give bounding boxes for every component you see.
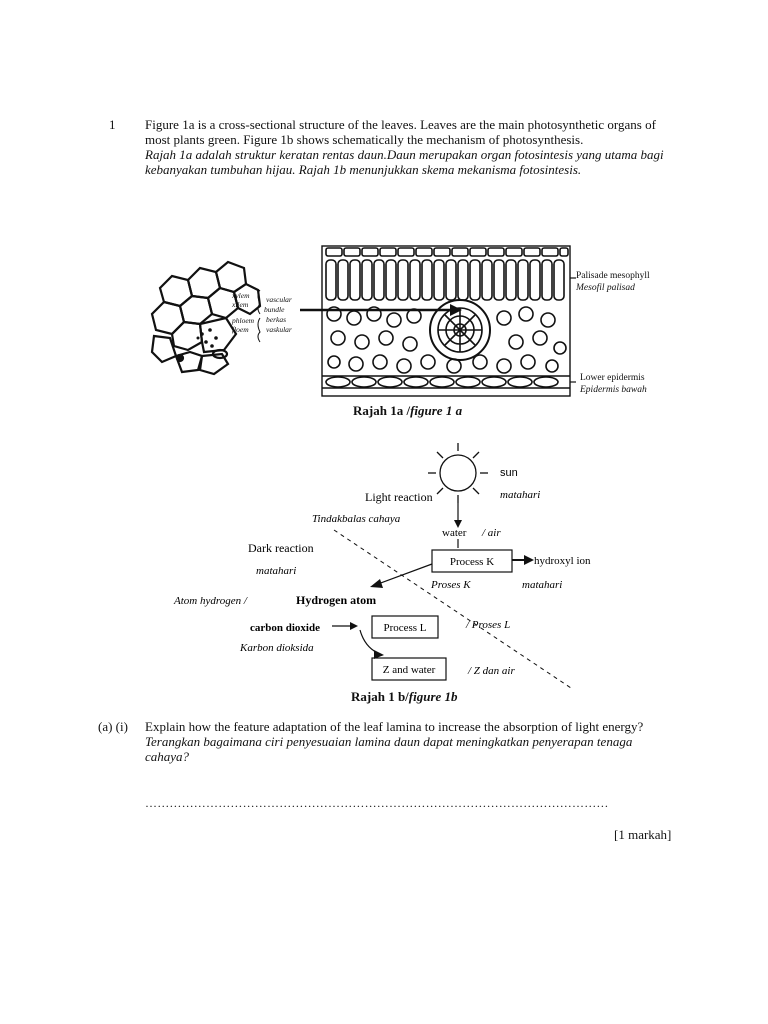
lower-epidermis-label-malay: Epidermis bawah xyxy=(580,385,647,395)
phloem-label: phloem xyxy=(232,316,255,325)
hydroxyl-label-malay: matahari xyxy=(522,579,563,591)
figure-1b xyxy=(160,440,620,688)
bundle-label: bundle xyxy=(264,305,285,314)
hydrogen-atom-label: Hydrogen atom xyxy=(296,593,377,607)
upper-epidermis xyxy=(326,248,568,256)
marks-label: [1 markah] xyxy=(614,827,672,842)
process-k-label: Process K xyxy=(449,556,495,568)
palisade-label-malay: Mesofil palisad xyxy=(576,283,635,293)
palisade-cells xyxy=(326,260,564,300)
floem-label: floem xyxy=(232,325,249,334)
sun-icon xyxy=(428,443,488,503)
hydrogen-atom-label-malay: Atom hydrogen / xyxy=(174,595,247,607)
vascular-label: vascular xyxy=(266,295,292,304)
z-and-water-label-malay: / Z dan air xyxy=(468,665,515,677)
vaskular-label: vaskular xyxy=(266,325,292,334)
part-a-label: (a) (i) xyxy=(98,719,128,734)
question-intro xyxy=(145,117,665,177)
hydroxyl-label: hydroxyl ion xyxy=(534,555,591,567)
berkas-label: berkas xyxy=(266,315,286,324)
process-k-label-malay: Proses K xyxy=(431,579,471,591)
carbon-dioxide-label-malay: Karbon dioksida xyxy=(240,642,314,654)
process-l-label: Process L xyxy=(383,622,427,634)
xilem-label: xilem xyxy=(232,300,249,309)
water-label: water xyxy=(442,527,467,539)
light-reaction-label: Light reaction xyxy=(365,490,433,504)
process-l-label-malay: / Proses L xyxy=(466,619,511,631)
part-a-question xyxy=(145,719,665,764)
answer-line[interactable]: …………………………………………………………………………………………………… xyxy=(145,796,609,810)
part-a-question-english: Explain how the feature adaptation of the leaf lamina to increase the absorption of light energy? xyxy=(145,719,644,734)
lower-epidermis-label: Lower epidermis xyxy=(580,373,645,383)
question-number: 1 xyxy=(109,117,116,132)
lower-epidermis-cells xyxy=(322,376,570,388)
dark-reaction-label: Dark reaction xyxy=(248,541,314,555)
xylem-label: xylem xyxy=(232,291,250,300)
leaf-cross-section xyxy=(322,246,570,396)
figure-1b-caption: Rajah 1 b/figure 1b xyxy=(351,689,458,704)
water-label-malay: / air xyxy=(482,527,501,539)
intro-english: Figure 1a is a cross-sectional structure of the leaves. Leaves are the main photosynthetic organs of most plants green. Figure 1b shows schematically the mechanism of photosynthesis. xyxy=(145,117,656,147)
phloem-brace xyxy=(258,318,260,342)
figure-1a-caption: Rajah 1a /figure 1 a xyxy=(353,403,463,418)
z-and-water-label: Z and water xyxy=(382,664,436,676)
dark-reaction-label-malay: matahari xyxy=(256,565,297,577)
palisade-label: Palisade mesophyll xyxy=(576,271,650,281)
intro-malay: Rajah 1a adalah struktur keratan rentas daun.Daun merupakan organ fotosintesis yang utama bagi kebanyakan tumbuhan hijau. Rajah 1b menunjukkan skema mekanisma fotosintesis. xyxy=(145,147,664,177)
divider-dashed-line xyxy=(334,530,580,688)
leaf-vascular-bundle xyxy=(430,300,490,360)
sun-label-malay: matahari xyxy=(500,489,541,501)
sun-label: sun xyxy=(500,467,518,479)
light-reaction-label-malay: Tindakbalas cahaya xyxy=(312,513,401,525)
carbon-dioxide-label: carbon dioxide xyxy=(250,622,320,634)
part-a-question-malay: Terangkan bagaimana ciri penyesuaian lamina daun dapat meningkatkan penyerapan tenaga cahaya? xyxy=(145,734,633,764)
